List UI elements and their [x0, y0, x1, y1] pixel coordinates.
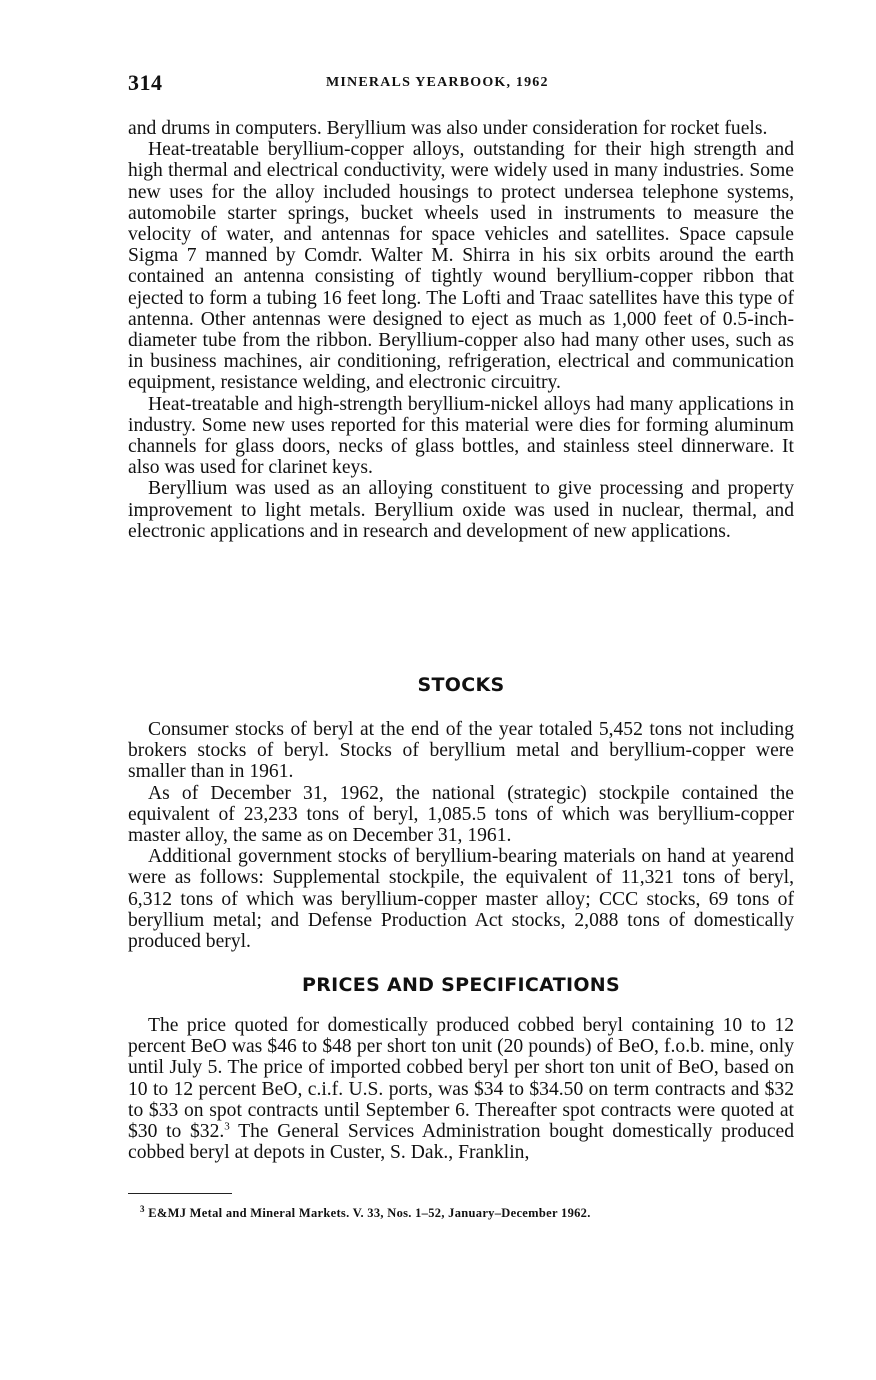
footnote-text: E&MJ Metal and Mineral Markets. V. 33, Nos. 1–52, January–December 1962. [148, 1206, 591, 1220]
footnote [140, 1203, 591, 1221]
page-number: 314 [128, 70, 163, 95]
footnote-divider [128, 1193, 232, 1194]
paragraph-text: The price quoted for domestically produced cobbed beryl containing 10 to 12 percent BeO was $46 to $48 per short ton unit (20 pounds) of BeO, f.o.b. mine, only until July 5. The price of imported cobbed beryl per short ton unit of BeO, based on 10 to 12 percent BeO, c.i.f. U.S. ports, was $34 to $34.50 on term contracts and $32 to $33 on spot contracts until September 6. Thereafter spot contracts were quoted at $30 to $32. [128, 1015, 794, 1143]
paragraph: and drums in computers. Beryllium was also under consideration for rocket fuels. [128, 118, 768, 139]
paragraph: Beryllium was used as an alloying constituent to give processing and property improvement to light metals. Beryllium oxide was used in nuclear, thermal, and electronic applications and in research and development of new applications. [128, 478, 794, 542]
paragraph [128, 1015, 794, 1163]
paragraph: Additional government stocks of beryllium-bearing materials on hand at yearend were as follows: Supplemental stockpile, the equivalent of 11,321 tons of beryl, 6,312 tons of which was beryllium-copper master alloy; CCC stocks, 69 tons of beryllium metal; and Defense Production Act stocks, 2,088 tons of domestically produced beryl. [128, 846, 794, 953]
paragraph: Heat-treatable beryllium-copper alloys, outstanding for their high strength and high thermal and electrical conductivity, were widely used in many industries. Some new uses for the alloy included housings to protect undersea telephone systems, automobile starter springs, bucket wheels used in instruments to measure the velocity of water, and antennas for space vehicles and satellites. Space capsule Sigma 7 manned by Comdr. Walter M. Shirra in his six orbits around the earth contained an antenna consisting of tightly wound beryllium-copper ribbon that ejected to form a tubing 16 feet long. The Lofti and Traac satellites have this type of antenna. Other antennas were designed to eject as much as 1,000 feet of 0.5-inch-diameter tube from the ribbon. Beryllium-copper also had many other uses, such as in business machines, air conditioning, refrigeration, electrical and communication equipment, resistance welding, and electronic circuitry. [128, 139, 794, 394]
intro-text-block [128, 118, 794, 542]
footnote-mark: 3 [140, 1203, 145, 1214]
paragraph-text: The General Services Administration bought domestically produced cobbed beryl at depots in Custer, S. Dak., Franklin, [128, 1121, 795, 1164]
running-title: MINERALS YEARBOOK, 1962 [326, 75, 549, 90]
paragraph: Consumer stocks of beryl at the end of the year totaled 5,452 tons not including brokers stocks of beryl. Stocks of beryllium metal and beryllium-copper were smaller than in 1961. [128, 719, 794, 783]
stocks-text-block [128, 719, 794, 952]
running-head [128, 70, 796, 100]
section-heading-prices: PRICES AND SPECIFICATIONS [302, 974, 620, 996]
footnote-reference: 3 [224, 1120, 230, 1133]
paragraph: Heat-treatable and high-strength beryllium-nickel alloys had many applications in industry. Some new uses reported for this material were dies for forming aluminum channels for glass doors, necks of glass bottles, and stainless steel dinnerware. It also was used for clarinet keys. [128, 393, 794, 479]
paragraph: As of December 31, 1962, the national (strategic) stockpile contained the equivalent of 23,233 tons of beryl, 1,085.5 tons of which was beryllium-copper master alloy, the same as on December 31, 1961. [128, 782, 794, 847]
section-heading-stocks: STOCKS [417, 674, 505, 696]
prices-text-block [128, 1015, 794, 1163]
